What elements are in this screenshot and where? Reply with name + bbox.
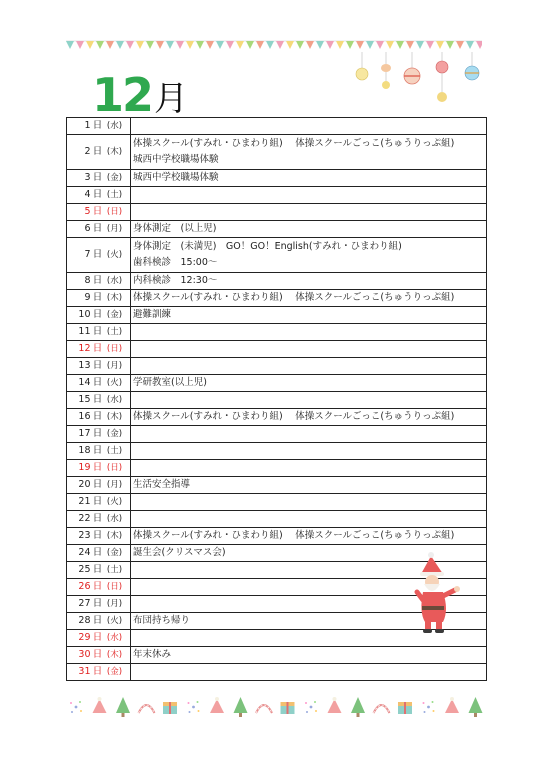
bunting-flag — [266, 41, 274, 49]
day-unit: 日 — [92, 206, 103, 217]
weekday: (木) — [106, 293, 123, 303]
day-unit: 日 — [92, 394, 103, 405]
bunting-flag — [346, 41, 354, 49]
day-number: 15 — [78, 394, 91, 405]
month-number: 12 — [92, 68, 153, 122]
bunting-flag — [116, 41, 124, 49]
day-number: 29 — [78, 632, 91, 643]
santa-hat-icon — [398, 702, 412, 714]
bunting-flag — [336, 41, 344, 49]
day-unit: 日 — [92, 598, 103, 609]
calendar-row — [67, 460, 487, 477]
event-cell — [131, 290, 487, 307]
day-unit: 日 — [92, 189, 103, 200]
tree-icon — [234, 697, 248, 717]
bunting-flag — [86, 41, 94, 49]
calendar-row — [67, 341, 487, 358]
day-number: 26 — [78, 581, 91, 592]
day-unit: 日 — [92, 120, 103, 131]
date-cell — [67, 221, 131, 238]
day-number: 10 — [78, 309, 91, 320]
bunting-flag — [186, 41, 194, 49]
day-number: 28 — [78, 615, 91, 626]
date-cell — [67, 290, 131, 307]
event-text: 誕生会(クリスマス会) — [133, 547, 226, 558]
calendar-row — [67, 118, 487, 135]
snowflake-icon — [305, 701, 317, 713]
calendar-row — [67, 409, 487, 426]
day-number: 9 — [84, 292, 91, 303]
day-number: 12 — [78, 343, 91, 354]
bunting-flag — [256, 41, 264, 49]
date-cell — [67, 170, 131, 187]
event-text: 体操スクール(すみれ・ひまわり組) 体操スクールごっこ(ちゅうりっぷ組) — [133, 292, 455, 303]
bunting-flag — [326, 41, 334, 49]
day-number: 14 — [78, 377, 91, 388]
day-unit: 日 — [92, 581, 103, 592]
calendar-row — [67, 426, 487, 443]
date-cell — [67, 307, 131, 324]
candy-icon — [374, 705, 390, 713]
christmas-ornament-icon — [352, 52, 492, 112]
date-cell — [67, 528, 131, 545]
event-cell — [131, 460, 487, 477]
day-unit: 日 — [92, 309, 103, 320]
bunting-flag — [356, 41, 364, 49]
calendar-row — [67, 528, 487, 545]
page-title — [92, 62, 189, 122]
day-number: 3 — [84, 172, 91, 183]
weekday: (月) — [106, 361, 123, 371]
calendar-row — [67, 477, 487, 494]
event-cell — [131, 511, 487, 528]
day-number: 19 — [78, 462, 91, 473]
weekday: (日) — [106, 463, 123, 473]
day-number: 7 — [84, 249, 91, 260]
candy-icon — [139, 705, 155, 713]
weekday: (月) — [106, 224, 123, 234]
event-cell — [131, 341, 487, 358]
candy-icon — [256, 705, 272, 713]
date-cell — [67, 118, 131, 135]
month-unit: 月 — [154, 79, 189, 119]
date-cell — [67, 273, 131, 290]
weekday: (土) — [106, 446, 123, 456]
day-unit: 日 — [92, 615, 103, 626]
weekday: (水) — [106, 121, 123, 131]
gift-icon — [210, 697, 224, 713]
weekday: (火) — [106, 616, 123, 626]
event-cell — [131, 443, 487, 460]
gift-icon — [328, 697, 342, 713]
day-unit: 日 — [92, 172, 103, 183]
weekday: (月) — [106, 599, 123, 609]
calendar-row — [67, 494, 487, 511]
day-number: 1 — [84, 120, 91, 131]
weekday: (水) — [106, 633, 123, 643]
bunting-flag — [466, 41, 474, 49]
event-text: 生活安全指導 — [133, 479, 191, 490]
bunting-flag — [376, 41, 384, 49]
date-cell — [67, 511, 131, 528]
bunting-flag — [126, 41, 134, 49]
day-unit: 日 — [92, 547, 103, 558]
event-cell — [131, 307, 487, 324]
bunting-flag — [426, 41, 434, 49]
weekday: (水) — [106, 514, 123, 524]
event-text: 歯科検診 15:00～ — [133, 257, 218, 268]
bunting-flag — [456, 41, 464, 49]
date-cell — [67, 630, 131, 647]
day-unit: 日 — [92, 496, 103, 507]
weekday: (木) — [106, 650, 123, 660]
gift-icon — [445, 697, 459, 713]
calendar-row — [67, 511, 487, 528]
event-cell — [131, 409, 487, 426]
calendar-row — [67, 392, 487, 409]
date-cell — [67, 579, 131, 596]
date-cell — [67, 238, 131, 273]
event-cell — [131, 426, 487, 443]
calendar-row — [67, 647, 487, 664]
date-cell — [67, 664, 131, 681]
event-cell — [131, 135, 487, 170]
event-cell — [131, 358, 487, 375]
day-unit: 日 — [92, 530, 103, 541]
bunting-flag — [306, 41, 314, 49]
day-number: 31 — [78, 666, 91, 677]
event-cell — [131, 664, 487, 681]
event-text: 身体測定 (以上児) — [133, 223, 217, 234]
day-number: 13 — [78, 360, 91, 371]
event-cell — [131, 170, 487, 187]
day-number: 8 — [84, 275, 91, 286]
bunting-flag — [386, 41, 394, 49]
event-cell — [131, 324, 487, 341]
weekday: (火) — [106, 250, 123, 260]
day-unit: 日 — [92, 632, 103, 643]
calendar-row — [67, 443, 487, 460]
date-cell — [67, 647, 131, 664]
event-cell — [131, 647, 487, 664]
date-cell — [67, 545, 131, 562]
day-number: 20 — [78, 479, 91, 490]
date-cell — [67, 135, 131, 170]
day-number: 24 — [78, 547, 91, 558]
gift-icon — [93, 697, 107, 713]
event-text: 年末休み — [133, 649, 172, 660]
day-unit: 日 — [92, 513, 103, 524]
bunting-flag — [206, 41, 214, 49]
bunting-icon — [66, 40, 482, 52]
weekday: (土) — [106, 565, 123, 575]
date-cell — [67, 341, 131, 358]
event-cell — [131, 187, 487, 204]
calendar-row — [67, 135, 487, 170]
bunting-flag — [246, 41, 254, 49]
bunting-flag — [406, 41, 414, 49]
date-cell — [67, 613, 131, 630]
day-unit: 日 — [92, 666, 103, 677]
date-cell — [67, 494, 131, 511]
day-number: 23 — [78, 530, 91, 541]
bunting-flag — [236, 41, 244, 49]
calendar-row — [67, 170, 487, 187]
day-number: 18 — [78, 445, 91, 456]
weekday: (木) — [106, 412, 123, 422]
bunting-flag — [146, 41, 154, 49]
bunting-flag — [276, 41, 284, 49]
event-cell — [131, 238, 487, 273]
bunting-flag — [96, 41, 104, 49]
calendar-row — [67, 324, 487, 341]
bunting-flag — [156, 41, 164, 49]
day-unit: 日 — [92, 326, 103, 337]
day-unit: 日 — [92, 445, 103, 456]
event-text: 身体測定 (未満児) GO！GO！English(すみれ・ひまわり組) — [133, 241, 402, 252]
event-cell — [131, 273, 487, 290]
tree-icon — [351, 697, 365, 717]
event-cell — [131, 528, 487, 545]
day-number: 17 — [78, 428, 91, 439]
event-cell — [131, 494, 487, 511]
calendar-row — [67, 307, 487, 324]
day-number: 22 — [78, 513, 91, 524]
day-unit: 日 — [92, 479, 103, 490]
date-cell — [67, 460, 131, 477]
event-text: 内科検診 12:30～ — [133, 275, 218, 286]
date-cell — [67, 324, 131, 341]
day-number: 25 — [78, 564, 91, 575]
date-cell — [67, 477, 131, 494]
weekday: (日) — [106, 207, 123, 217]
weekday: (日) — [106, 344, 123, 354]
day-unit: 日 — [92, 223, 103, 234]
bunting-flag — [166, 41, 174, 49]
weekday: (水) — [106, 395, 123, 405]
event-text: 体操スクール(すみれ・ひまわり組) 体操スクールごっこ(ちゅうりっぷ組) — [133, 530, 455, 541]
day-number: 30 — [78, 649, 91, 660]
weekday: (水) — [106, 276, 123, 286]
day-number: 27 — [78, 598, 91, 609]
calendar-row — [67, 238, 487, 273]
day-unit: 日 — [92, 360, 103, 371]
bunting-flag — [446, 41, 454, 49]
day-number: 21 — [78, 496, 91, 507]
bunting-flag — [436, 41, 444, 49]
bunting-flag — [286, 41, 294, 49]
day-unit: 日 — [92, 428, 103, 439]
day-unit: 日 — [92, 146, 103, 157]
day-unit: 日 — [92, 411, 103, 422]
event-cell — [131, 477, 487, 494]
date-cell — [67, 187, 131, 204]
weekday: (金) — [106, 429, 123, 439]
bunting-flag — [66, 41, 74, 49]
day-number: 4 — [84, 189, 91, 200]
day-unit: 日 — [92, 564, 103, 575]
date-cell — [67, 426, 131, 443]
event-text: 城西中学校職場体験 — [133, 172, 219, 183]
weekday: (木) — [106, 531, 123, 541]
event-text: 体操スクール(すみれ・ひまわり組) 体操スクールごっこ(ちゅうりっぷ組) — [133, 411, 455, 422]
calendar-row — [67, 290, 487, 307]
date-cell — [67, 562, 131, 579]
calendar-row — [67, 375, 487, 392]
date-cell — [67, 375, 131, 392]
day-unit: 日 — [92, 249, 103, 260]
bunting-flag — [216, 41, 224, 49]
bunting-flag — [296, 41, 304, 49]
bunting-flag — [136, 41, 144, 49]
event-cell — [131, 221, 487, 238]
weekday: (月) — [106, 480, 123, 490]
event-text: 避難訓練 — [133, 309, 172, 320]
event-text: 布団持ち帰り — [133, 615, 191, 626]
calendar-row — [67, 187, 487, 204]
weekday: (火) — [106, 378, 123, 388]
bunting-flag — [196, 41, 204, 49]
weekday: (火) — [106, 497, 123, 507]
event-cell — [131, 118, 487, 135]
date-cell — [67, 409, 131, 426]
calendar-row — [67, 358, 487, 375]
calendar-row — [67, 204, 487, 221]
santa-icon — [411, 552, 463, 634]
santa-hat-icon — [163, 702, 177, 714]
day-number: 2 — [84, 146, 91, 157]
day-unit: 日 — [92, 377, 103, 388]
day-number: 11 — [78, 326, 91, 337]
weekday: (金) — [106, 173, 123, 183]
bunting-flag — [396, 41, 404, 49]
day-unit: 日 — [92, 275, 103, 286]
event-cell — [131, 375, 487, 392]
day-unit: 日 — [92, 343, 103, 354]
tree-icon — [116, 697, 130, 717]
weekday: (金) — [106, 548, 123, 558]
bunting-flag — [316, 41, 324, 49]
date-cell — [67, 358, 131, 375]
date-cell — [67, 392, 131, 409]
santa-hat-icon — [281, 702, 295, 714]
weekday: (土) — [106, 190, 123, 200]
weekday: (日) — [106, 582, 123, 592]
day-number: 6 — [84, 223, 91, 234]
event-cell — [131, 392, 487, 409]
weekday: (木) — [106, 147, 123, 157]
weekday: (金) — [106, 310, 123, 320]
bunting-flag — [226, 41, 234, 49]
event-text: 体操スクール(すみれ・ひまわり組) 体操スクールごっこ(ちゅうりっぷ組) — [133, 138, 455, 149]
event-text: 城西中学校職場体験 — [133, 154, 219, 165]
tree-icon — [469, 697, 483, 717]
event-text: 学研教室(以上児) — [133, 377, 207, 388]
snowflake-icon — [188, 701, 200, 713]
date-cell — [67, 204, 131, 221]
bunting-flag — [476, 41, 482, 49]
bunting-flag — [106, 41, 114, 49]
calendar-row — [67, 221, 487, 238]
christmas-border-icon — [66, 692, 486, 722]
day-unit: 日 — [92, 649, 103, 660]
weekday: (金) — [106, 667, 123, 677]
snowflake-icon — [70, 701, 82, 713]
bunting-flag — [416, 41, 424, 49]
calendar-row — [67, 273, 487, 290]
weekday: (土) — [106, 327, 123, 337]
bunting-flag — [366, 41, 374, 49]
day-number: 5 — [84, 206, 91, 217]
day-unit: 日 — [92, 462, 103, 473]
bunting-flag — [76, 41, 84, 49]
date-cell — [67, 596, 131, 613]
event-cell — [131, 204, 487, 221]
calendar-row — [67, 664, 487, 681]
day-number: 16 — [78, 411, 91, 422]
day-unit: 日 — [92, 292, 103, 303]
date-cell — [67, 443, 131, 460]
snowflake-icon — [423, 701, 435, 713]
bunting-flag — [176, 41, 184, 49]
